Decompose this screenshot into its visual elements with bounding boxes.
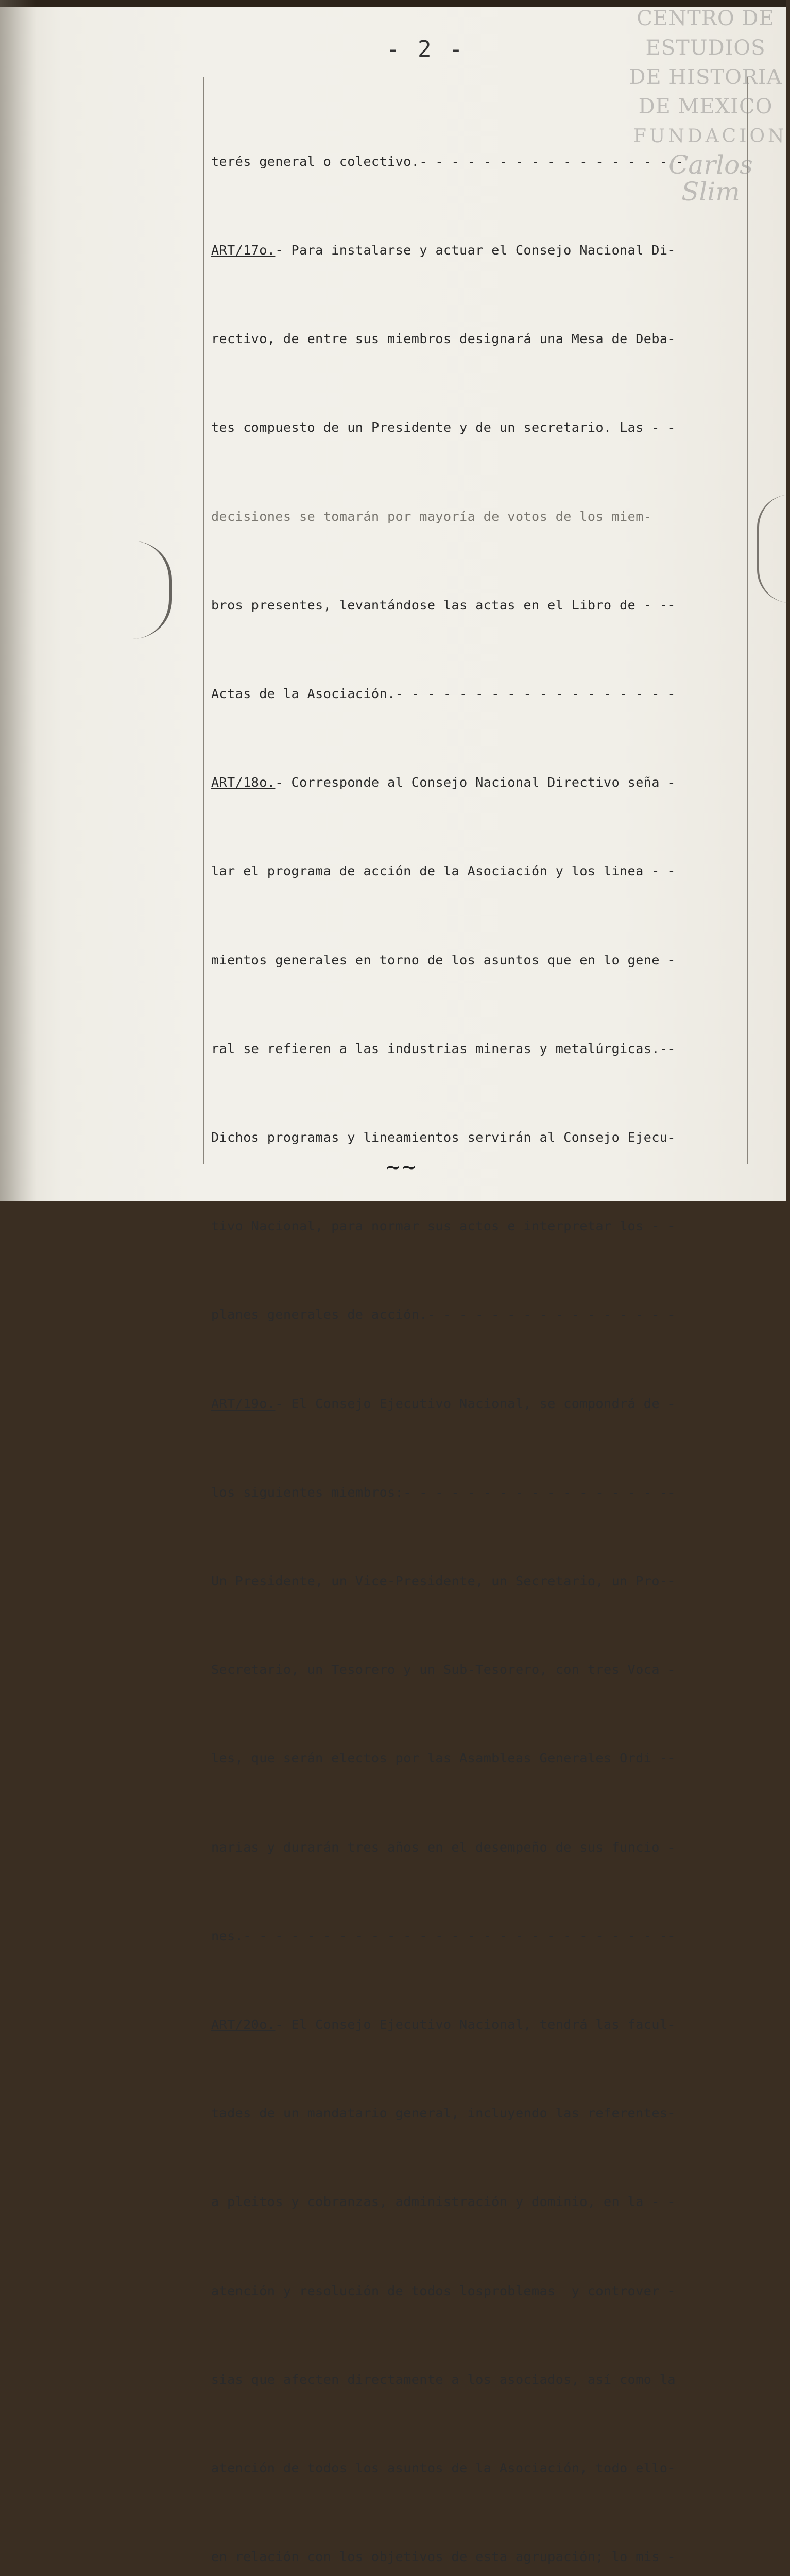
watermark-line-2: ESTUDIOS	[645, 36, 766, 60]
text-line: mientos generales en torno de los asuntos que en lo gene -	[211, 952, 676, 968]
text-line: Dichos programas y lineamientos servirán al Consejo Ejecu-	[211, 1130, 676, 1145]
text-line: narias y durarán tres años en el desempeño de sus funcio -	[211, 1839, 676, 1855]
text-line: atención y resolución de todos losproblemas y controver -	[211, 2283, 676, 2298]
text-line: tivo Nacional, para normar sus actos e interpretar los - -	[211, 1218, 676, 1234]
text-line: sias que afecten directamente a los asociados, así como la	[211, 2371, 676, 2387]
page-number-mark: - 2 -	[386, 36, 465, 62]
right-margin-line	[747, 77, 748, 1164]
text-line: bros presentes, levantándose las actas en el Libro de - --	[211, 597, 676, 613]
text-line: terés general o colectivo.- - - - - - - - - - - - - - - - -	[211, 154, 684, 169]
text-line: Un Presidente, un Vice-Presidente, un Secretario, un Pro--	[211, 1573, 676, 1589]
text-line: en relación con los objetivos de esta agrupación; lo mis -	[211, 2549, 676, 2565]
left-margin-line	[203, 77, 204, 1164]
text-line	[211, 2010, 747, 2039]
scan-left-shadow	[0, 0, 36, 1201]
watermark-line-5: FUNDACION	[633, 126, 787, 147]
text-line: ral se refieren a las industrias mineras y metalúrgicas.--	[211, 1041, 676, 1056]
article-heading: ART/19o.	[211, 1396, 276, 1411]
text-line	[211, 768, 747, 797]
watermark-line-4: DE MEXICO	[638, 95, 773, 118]
typewritten-body	[211, 88, 747, 2576]
right-edge-stamp	[757, 495, 790, 603]
article-heading: ART/17o.	[211, 243, 276, 258]
text-line: rectivo, de entre sus miembros designará una Mesa de Deba-	[211, 331, 676, 347]
text-line: los siguientes miembros:- - - - - - - - - - - - - - - - --	[211, 1484, 676, 1500]
footer-mark: ~~	[386, 1154, 418, 1180]
text-line: atención de todos los asuntos de la Asociación, todo ello-	[211, 2461, 676, 2476]
text-line-rest: - El Consejo Ejecutivo Nacional, se compondrá de -	[275, 1396, 676, 1411]
article-heading: ART/18o.	[211, 775, 276, 790]
watermark-signature: Carlos Slim	[668, 150, 753, 207]
margin-stamp	[133, 541, 172, 639]
text-line-rest: - Corresponde al Consejo Nacional Directivo seña -	[275, 775, 676, 790]
text-line-rest: - El Consejo Ejecutivo Nacional, tendrá las facul-	[275, 2017, 676, 2032]
text-line-art17	[211, 235, 747, 265]
text-line-faded: decisiones se tomarán por mayoría de votos de los miem-	[211, 509, 652, 524]
text-line-rest: - Para instalarse y actuar el Consejo Nacional Di-	[275, 243, 676, 258]
text-line: les, que serán electos por las Asambleas Generales Ordi --	[211, 1751, 676, 1766]
text-line: tades de un mandatario general, incluyendo las referentes-	[211, 2106, 676, 2121]
text-line: a pleitos y cobranzas, administración y dominio, en la - -	[211, 2194, 676, 2210]
text-line: tes compuesto de un Presidente y de un secretario. Las - -	[211, 420, 676, 435]
watermark-line-1: CENTRO DE	[637, 7, 775, 30]
text-line: planes generales de acción.- - - - - - - - - - - - - - - -	[211, 1307, 676, 1323]
article-heading: ART/20o.	[211, 2017, 276, 2032]
text-line: lar el programa de acción de la Asociación y los linea - -	[211, 863, 676, 879]
watermark-line-3: DE HISTORIA	[629, 65, 782, 89]
text-line: nes.- - - - - - - - - - - - - - - - - - - - - - - - - - --	[211, 1928, 676, 1943]
text-line: Secretario, un Tesorero y un Sub-Tesorero, con tres Voca -	[211, 1662, 676, 1677]
text-line	[211, 1389, 747, 1418]
text-line: Actas de la Asociación.- - - - - - - - - - - - - - - - - -	[211, 686, 676, 702]
